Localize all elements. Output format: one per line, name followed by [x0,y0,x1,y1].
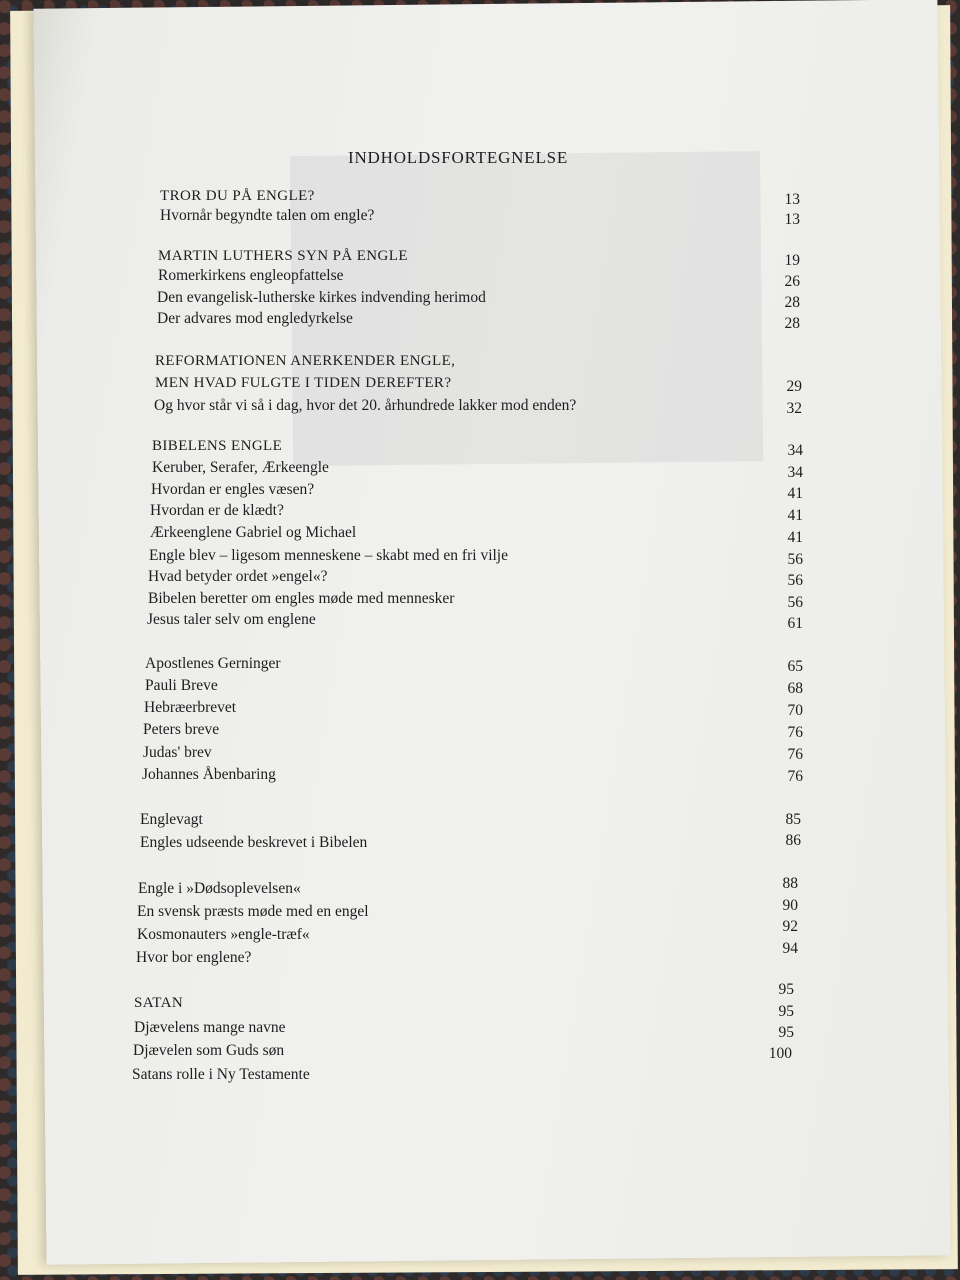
toc-entry: TROR DU PÅ ENGLE? [160,188,315,204]
page-number: 68 [787,680,803,697]
page-number: 95 [778,981,794,998]
page-number: 56 [787,594,803,611]
toc-entry: Hebræerbrevet [144,699,237,716]
page-number: 61 [787,615,803,632]
page-number: 56 [787,572,803,589]
page-number: 86 [785,832,801,849]
toc-entry: Peters breve [143,721,220,738]
page-number: 65 [787,658,803,675]
page-number: 100 [768,1045,792,1062]
page-number: 28 [784,315,800,332]
toc-entry: Kosmonauters »engle-træf« [137,926,310,943]
page-number: 13 [784,211,800,228]
page-number: 56 [787,551,803,568]
toc-entry: Hvordan er de klædt? [150,502,284,519]
toc-entry: REFORMATIONEN ANERKENDER ENGLE, [155,353,456,369]
toc-entry: Der advares mod engledyrkelse [157,310,353,327]
toc-entry: Ærkeenglene Gabriel og Michael [150,524,357,541]
page-number: 41 [787,529,803,546]
toc-entry: Jesus taler selv om englene [147,611,316,628]
toc-entry: Bibelen beretter om engles møde med mennesker [148,590,455,607]
toc-entry: Den evangelisk-lutherske kirkes indvending herimod [157,289,486,306]
toc-entry: Og hvor står vi så i dag, hvor det 20. århundrede lakker mod enden? [154,397,577,414]
page-number: 92 [782,918,798,935]
toc-entry: Hvordan er engles væsen? [151,481,315,498]
page-number: 19 [784,252,800,269]
page-number: 41 [787,507,803,524]
toc-entry: Satans rolle i Ny Testamente [132,1066,310,1083]
toc-entry: MEN HVAD FULGTE I TIDEN DEREFTER? [155,375,452,391]
page-number: 13 [784,191,800,208]
page-number: 90 [782,897,798,914]
toc-entry: Engles udseende beskrevet i Bibelen [140,834,368,851]
page-number: 95 [778,1024,794,1041]
toc-entry: Pauli Breve [145,677,218,694]
toc-entry: Djævelen som Guds søn [133,1042,285,1059]
toc-entry: BIBELENS ENGLE [152,438,283,454]
page-number: 70 [787,702,803,719]
page-number: 95 [778,1003,794,1020]
toc-entry: Romerkirkens engleopfattelse [158,267,344,284]
page-number: 76 [787,768,803,785]
toc-entry: Englevagt [140,811,203,828]
page-number: 34 [787,442,803,459]
toc-entry: En svensk præsts møde med en engel [137,903,369,920]
toc-entry: Hvor bor englene? [136,949,252,966]
page-number: 34 [787,464,803,481]
page-number: 85 [785,811,801,828]
page-title: INDHOLDSFORTEGNELSE [348,148,569,167]
toc-entry: SATAN [134,995,184,1011]
toc-entry: Engle blev – ligesom menneskene – skabt med en fri vilje [149,547,508,564]
page-number: 29 [786,378,802,395]
toc-entry: Keruber, Serafer, Ærkeengle [152,459,329,476]
toc-entry: Apostlenes Gerninger [145,655,281,672]
toc-entry: Hvornår begyndte talen om engle? [160,207,375,224]
toc-entry: MARTIN LUTHERS SYN PÅ ENGLE [158,248,408,264]
page-number: 76 [787,746,803,763]
page-number: 88 [782,875,798,892]
toc-entry: Hvad betyder ordet »engel«? [148,568,328,585]
toc-entry: Johannes Åbenbaring [142,766,276,783]
page-number: 76 [787,724,803,741]
toc-entry: Judas' brev [143,744,212,761]
page-number: 26 [784,273,800,290]
toc-entry: Engle i »Dødsoplevelsen« [138,880,301,897]
page-number: 32 [786,400,802,417]
page-number: 28 [784,294,800,311]
toc-entry: Djævelens mange navne [134,1019,286,1036]
page-number: 94 [782,940,798,957]
page-number: 41 [787,485,803,502]
